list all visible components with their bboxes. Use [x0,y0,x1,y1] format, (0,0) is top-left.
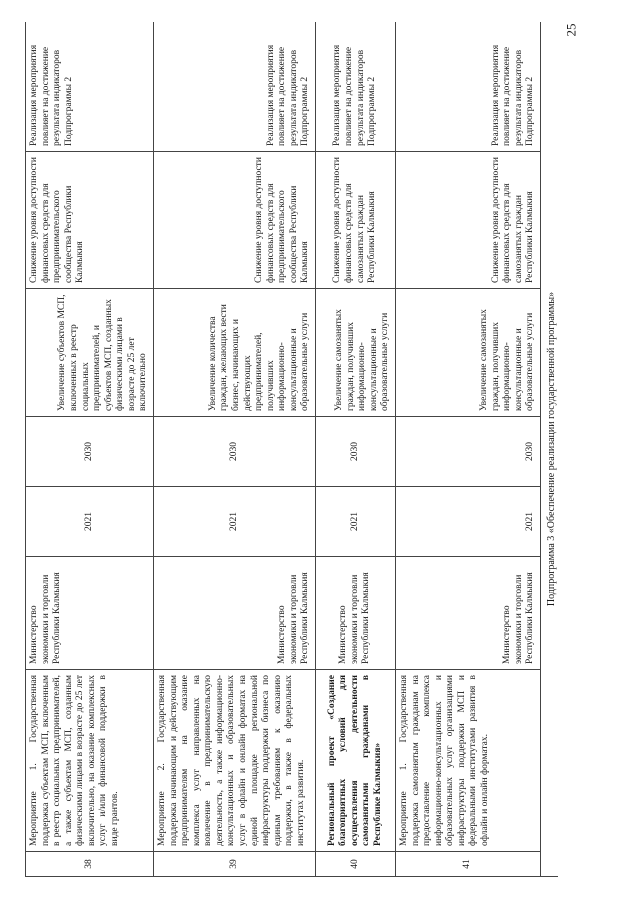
row-number: 40 [316,852,396,877]
link-cell: Реализация мероприятия повлияет на достижение результата индикаторов Подпрограммы 2 [396,22,541,152]
activities-table [25,22,558,877]
activity-cell: Мероприятие 2. Государственная поддержка начинающим и действующим предпринимателям на оказание комплекса услуг направленных на вовлечение в предпринимательскую деятельность, а также информационно-консультационных и образовательных услуг в офлайн и онлайн форматах на единой площадке региональной инфраструктуры поддержки бизнеса по единым требованиям к оказанию поддержки, в также в федеральных институтах развития. [154,670,316,852]
table-row [154,22,316,877]
table-row [541,22,559,877]
table-row [26,22,154,877]
end-year-cell: 2030 [396,417,541,487]
consequence-cell: Снижение уровня доступности финансовых средств для самозанятых граждан Республики Калмыкия [316,152,396,289]
start-year-cell: 2021 [26,487,154,557]
result-cell: Увеличение самозанятых граждан, получивших информационно-консультационные и образовательные услуги [396,289,541,417]
end-year-cell: 2030 [316,417,396,487]
activity-cell: Мероприятие 1. Государственная поддержка субъектам МСП, включенным в реестр социальных предпринимателей, а также субъектам МСП, созданным физическими лицами в возрасте до 25 лет включительно, на оказание комплексных услуг и/или финансовой поддержки в виде грантов. [26,670,154,852]
activity-cell: Мероприятие 1. Государственная поддержка самозанятым гражданам на предоставление комплекса информационно-консультационных и образовательных услуг организациями инфраструктуры поддержки МСП и федеральными институтами развития в офлайн и онлайн форматах. [396,670,541,852]
rotated-table-sheet [25,22,558,877]
executor-cell: Министерство экономики и торговли Республики Калмыкия [154,557,316,670]
page-number: 25 [563,23,579,37]
result-cell: Увеличение самозанятых граждан, получивших информационно-консультационные и образовательные услуги [316,289,396,417]
table-row [316,22,396,877]
result-cell: Увеличение субъектов МСП, включенных в реестр социальных предпринимателей, и субъектов МСП, созданных физическими лицами в возрасте до 25 лет включительно [26,289,154,417]
link-cell: Реализация мероприятия повлияет на достижение результата индикаторов Подпрограммы 2 [316,22,396,152]
consequence-cell: Снижение уровня доступности финансовых средств для предпринимательского сообщества Республики Калмыкия [26,152,154,289]
consequence-cell: Снижение уровня доступности финансовых средств для предпринимательского сообщества Республики Калмыкия [154,152,316,289]
end-year-cell: 2030 [154,417,316,487]
row-number: 38 [26,852,154,877]
activity-cell: Региональный проект «Создание благоприятных условий для осуществления деятельности самозанятыми гражданами в Республике Калмыкия» [316,670,396,852]
start-year-cell: 2021 [316,487,396,557]
result-cell: Увеличение количества граждан, желающих вести бизнес, начинающих и действующих предпринимателей, получивших информационно-консультационные и образовательные услуги [154,289,316,417]
link-cell: Реализация мероприятия повлияет на достижение результата индикаторов Подпрограммы 2 [26,22,154,152]
row-number: 41 [396,852,541,877]
start-year-cell: 2021 [396,487,541,557]
end-year-cell: 2030 [26,417,154,487]
table-row [396,22,541,877]
start-year-cell: 2021 [154,487,316,557]
link-cell: Реализация мероприятия повлияет на достижение результата индикаторов Подпрограммы 2 [154,22,316,152]
consequence-cell: Снижение уровня доступности финансовых средств для самозанятых граждан Республики Калмыкия [396,152,541,289]
subprogram-header: Подпрограмма 3 «Обеспечение реализации государственной программы» [541,22,559,877]
executor-cell: Министерство экономики и торговли Республики Калмыкия [396,557,541,670]
executor-cell: Министерство экономики и торговли Республики Калмыкия [316,557,396,670]
row-number: 39 [154,852,316,877]
executor-cell: Министерство экономики и торговли Республики Калмыкия [26,557,154,670]
